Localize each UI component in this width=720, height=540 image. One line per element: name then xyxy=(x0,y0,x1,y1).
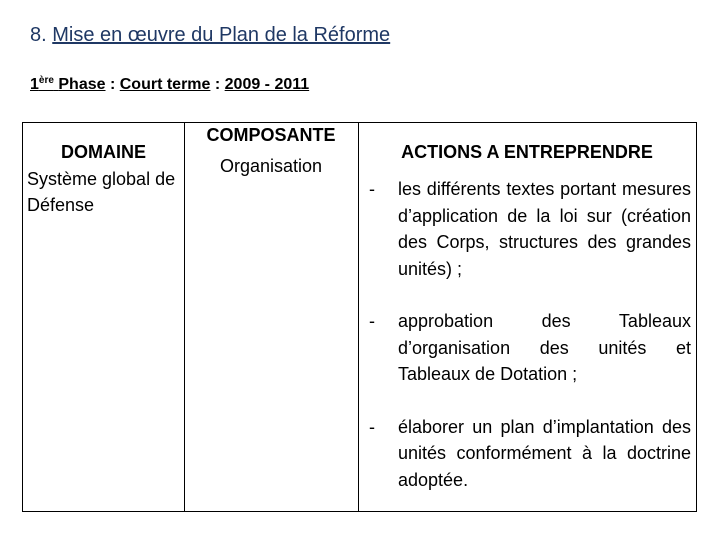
column-domaine xyxy=(23,123,185,511)
dash-bullet: - xyxy=(369,179,375,199)
page-title xyxy=(30,24,390,47)
list-item: - élaborer un plan d’implantation des unités conformément à la doctrine adoptée. xyxy=(366,414,691,494)
separator: : xyxy=(105,76,120,93)
term-label: Court terme xyxy=(119,76,211,93)
actions-list xyxy=(358,176,696,493)
header-composante: COMPOSANTE xyxy=(206,125,336,145)
dash-bullet: - xyxy=(369,311,375,331)
list-item: - approbation des Tableaux d’organisation des unités et Tableaux de Dotation ; xyxy=(366,308,691,388)
domaine-value: Système global de Défense xyxy=(27,169,176,215)
section-number: 8. xyxy=(30,24,47,46)
column-composante xyxy=(184,123,359,511)
period-label: 2009 - 2011 xyxy=(224,76,310,93)
phase-label: 1ère Phase xyxy=(30,75,106,93)
list-item: - les différents textes portant mesures d’application de la loi sur (création des Corps, structures des grandes unités) ; xyxy=(366,176,691,282)
dash-bullet: - xyxy=(369,416,375,437)
column-actions xyxy=(358,123,696,511)
phase-subtitle xyxy=(30,75,309,94)
header-domaine: DOMAINE xyxy=(61,142,146,162)
reform-table xyxy=(22,122,697,512)
separator: : xyxy=(210,76,225,93)
composante-value: Organisation xyxy=(219,156,323,176)
section-title: Mise en œuvre du Plan de la Réforme xyxy=(52,24,391,46)
header-actions: ACTIONS A ENTREPRENDRE xyxy=(401,142,653,162)
